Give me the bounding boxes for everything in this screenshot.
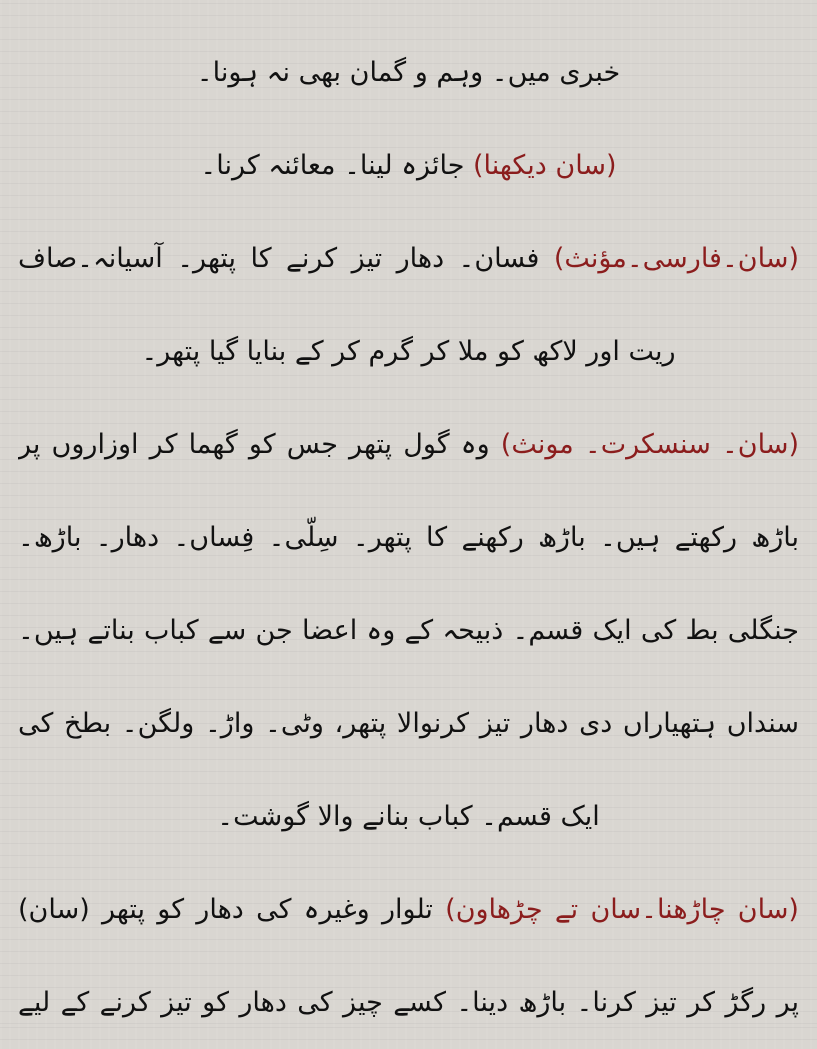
text-line-8 — [18, 677, 799, 770]
text-line-4 — [18, 305, 799, 398]
headword: (سان دیکھنا) — [472, 150, 617, 181]
definition-text: باڑھ رکھتے ہیں۔ باڑھ رکھنے کا پتھر۔ سِلّی۔ فِساں۔ دھار۔ باڑھ۔ — [18, 522, 799, 553]
definition-text: ایک قسم۔ کباب بنانے والا گوشت۔ — [217, 801, 600, 832]
definition-text: جنگلی بط کی ایک قسم۔ ذبیحہ کے وہ اعضا جن سے کباب بناتے ہیں۔ — [18, 615, 799, 646]
definition-text: جائزہ لینا۔ معائنہ کرنا۔ — [200, 150, 465, 181]
text-line-1 — [18, 26, 799, 119]
definition-text: پر رگڑ کر تیز کرنا۔ باڑھ دینا۔ کسے چیز کی دھار کو تیز کرنے کے لیے — [18, 987, 799, 1018]
text-line-2 — [18, 119, 799, 212]
definition-text: وہ گول پتھر جس کو گھما کر اوزاروں پر — [18, 429, 490, 460]
text-line-5 — [18, 398, 799, 491]
definition-text: سنداں ہتھیاراں دی دھار تیز کرنوالا پتھر، وٹی۔ واڑ۔ ولگن۔ بطخ کی — [18, 708, 799, 739]
definition-text: خبری میں۔ وہم و گمان بھی نہ ہونا۔ — [196, 57, 621, 88]
definition-text: فسان۔ دھار تیز کرنے کا پتھر۔ آسیانہ۔صاف — [18, 243, 540, 274]
text-line-10 — [18, 863, 799, 956]
headword: (سان چاڑھنا۔سان تے چڑھاون) — [445, 894, 799, 925]
definition-text: ریت اور لاکھ کو ملا کر گرم کر کے بنایا گیا پتھر۔ — [141, 336, 676, 367]
text-line-3 — [18, 212, 799, 305]
headword: (سان۔فارسی۔مؤنث) — [553, 243, 799, 274]
text-line-11 — [18, 956, 799, 1049]
text-line-7 — [18, 584, 799, 677]
headword: (سان۔ سنسکرت۔ مونث) — [500, 429, 799, 460]
text-line-9 — [18, 770, 799, 863]
text-line-6 — [18, 491, 799, 584]
definition-text: تلوار وغیرہ کی دھار کو پتھر (سان) — [18, 894, 433, 925]
